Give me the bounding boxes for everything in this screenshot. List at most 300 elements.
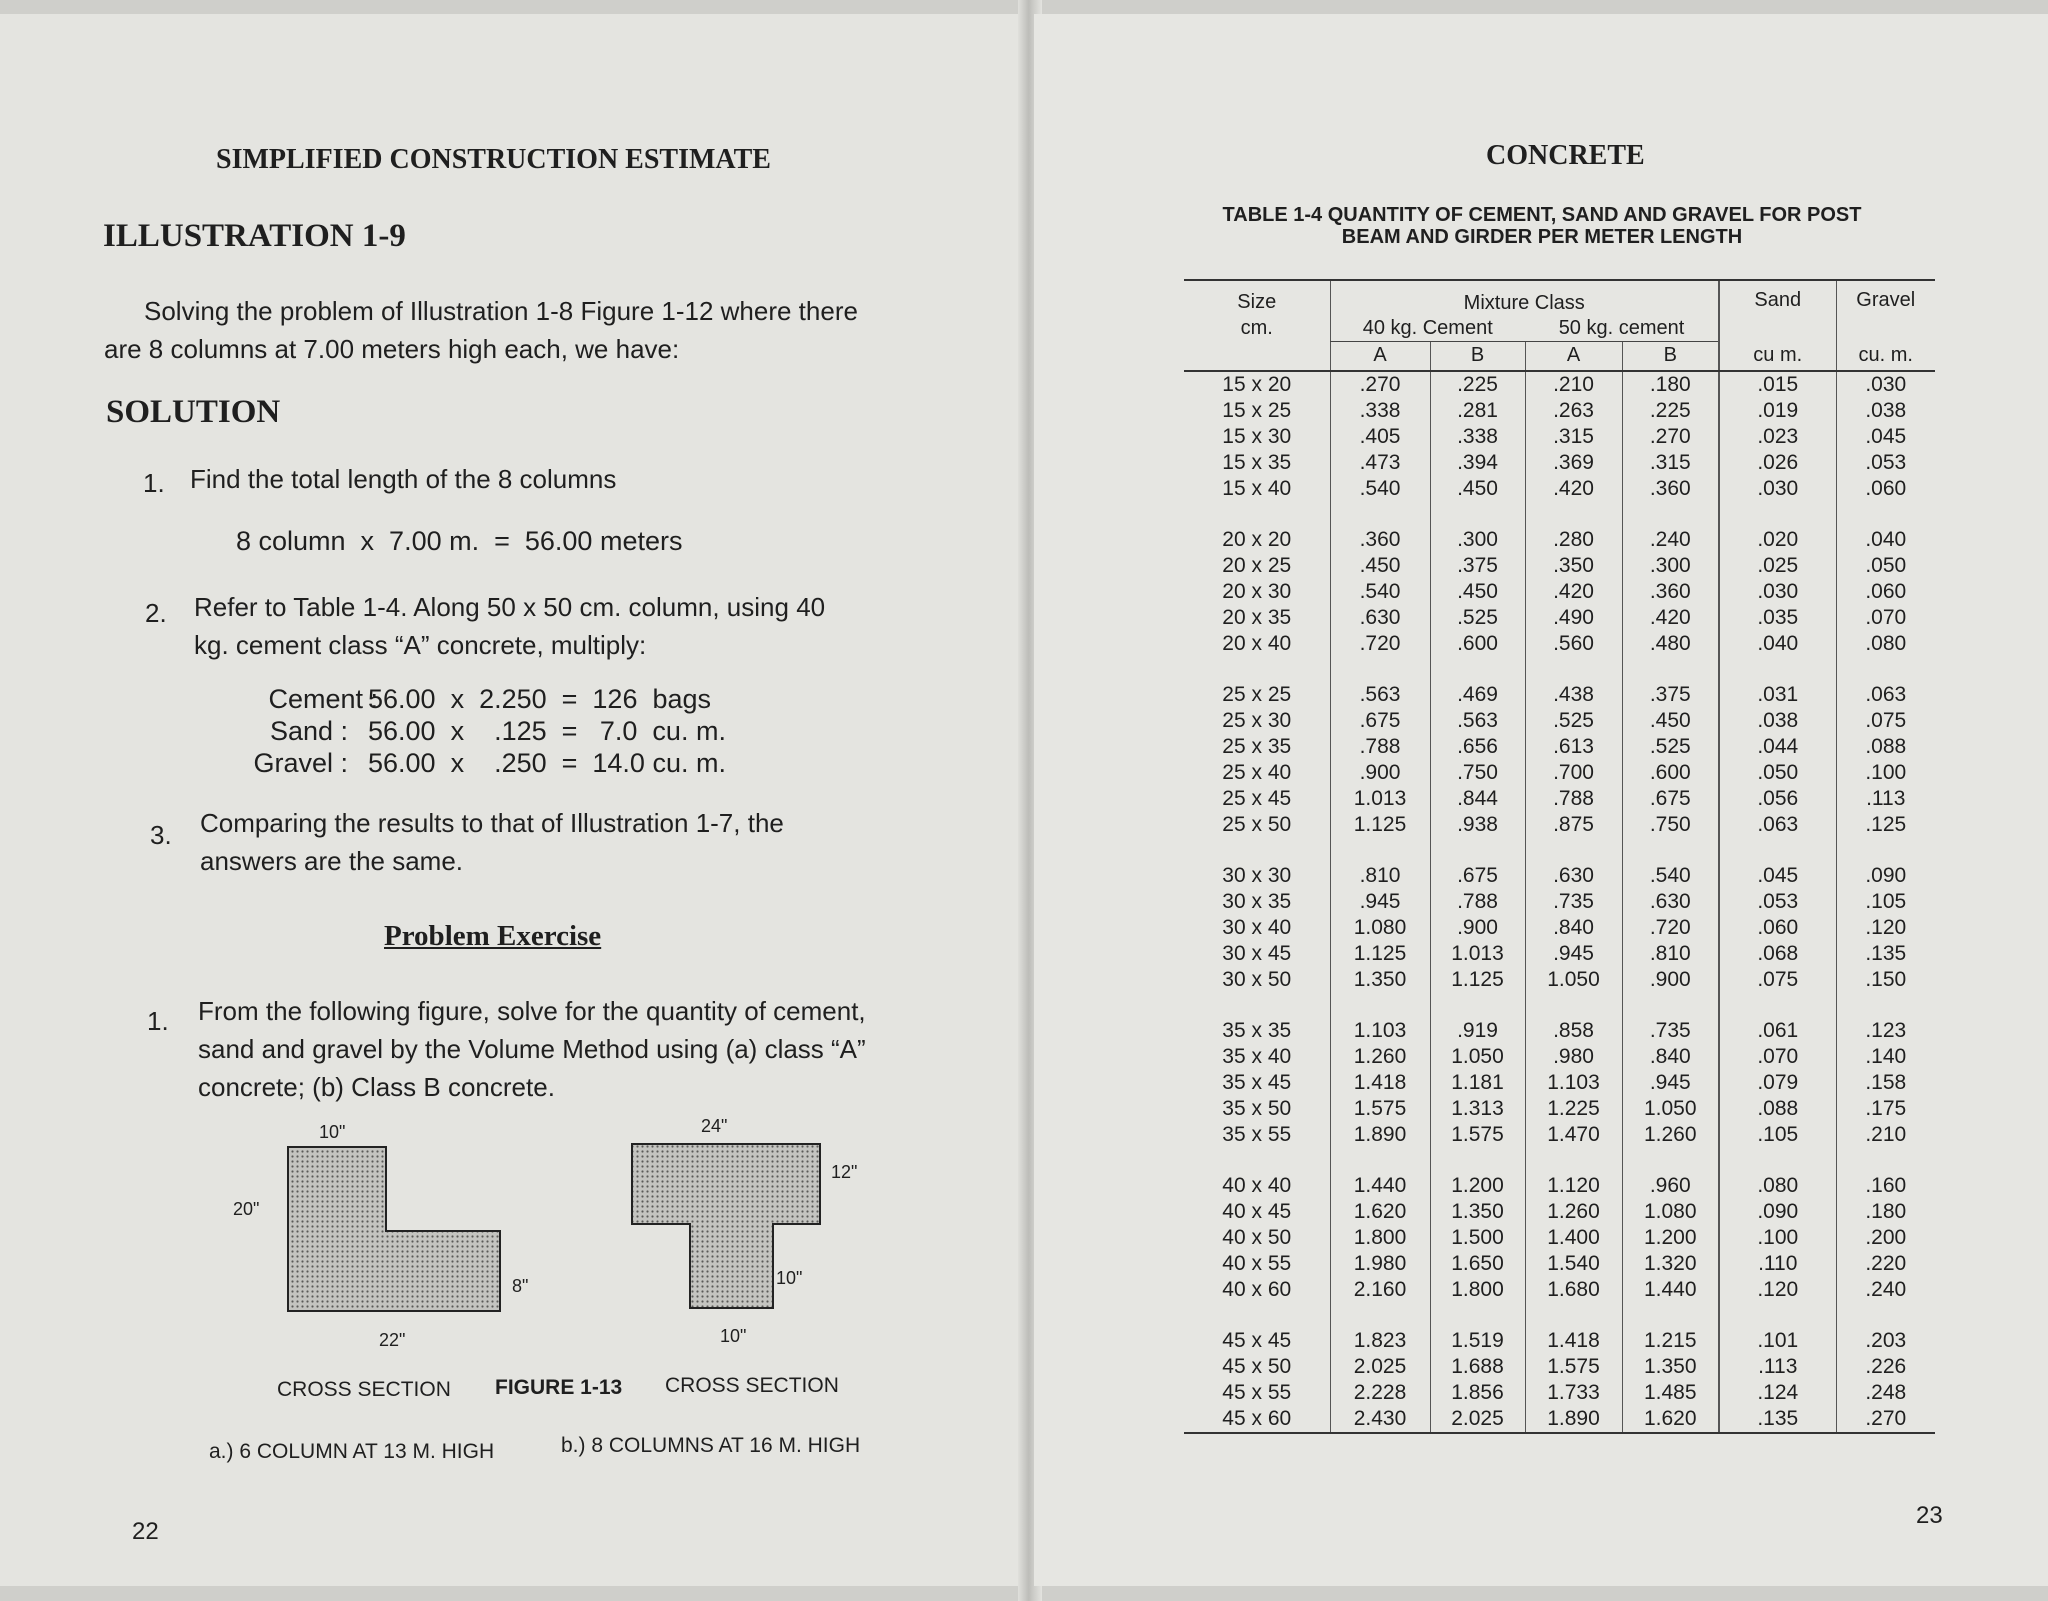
group-spacer-row xyxy=(1184,838,1935,863)
sand-cell: .105 xyxy=(1719,1122,1836,1148)
sand-cell: .026 xyxy=(1719,450,1836,476)
problem-text: From the following figure, solve for the quantity of cement, sand and gravel by the Volume Method using (a) class “A” concrete; (b) Class B concrete. xyxy=(198,996,866,1102)
table-row xyxy=(1184,398,1935,424)
cement40-b-cell: .600 xyxy=(1430,631,1525,657)
cement-50kg-header: 50 kg. cement xyxy=(1525,317,1719,341)
group-spacer-row xyxy=(1184,502,1935,527)
cement40-a-cell: .630 xyxy=(1330,605,1430,631)
step-number: 3. xyxy=(150,820,172,850)
cement50-a-cell: .945 xyxy=(1525,941,1622,967)
spacer-cell xyxy=(1525,838,1622,863)
cement50-a-cell: 1.400 xyxy=(1525,1225,1622,1251)
size-cell: 40 x 60 xyxy=(1222,1277,1292,1301)
sand-unit-header: cu m. xyxy=(1719,341,1836,371)
cement50-a-cell: 1.260 xyxy=(1525,1199,1622,1225)
table-row xyxy=(1184,476,1935,502)
size-cell: 40 x 55 xyxy=(1222,1251,1292,1275)
cement40-b-cell: 1.856 xyxy=(1430,1380,1525,1406)
cement50-a-cell: .490 xyxy=(1525,605,1622,631)
cement50-b-cell: 1.440 xyxy=(1622,1277,1719,1303)
gravel-cell: .140 xyxy=(1836,1044,1935,1070)
size-cell: 25 x 35 xyxy=(1222,734,1292,758)
spacer-cell xyxy=(1330,838,1430,863)
gravel-cell: .175 xyxy=(1836,1096,1935,1122)
cement40-a-cell: .720 xyxy=(1330,631,1430,657)
cement40-a-cell: .945 xyxy=(1330,889,1430,915)
step-number: 2. xyxy=(145,598,167,628)
cement40-b-cell: 1.125 xyxy=(1430,967,1525,993)
size-cell: 15 x 20 xyxy=(1222,372,1292,396)
gravel-cell: .160 xyxy=(1836,1173,1935,1199)
spacer-cell xyxy=(1525,502,1622,527)
gravel-cell: .070 xyxy=(1836,605,1935,631)
cement40-b-cell: .394 xyxy=(1430,450,1525,476)
cement40-a-cell: .450 xyxy=(1330,553,1430,579)
spacer-cell xyxy=(1330,657,1430,682)
sand-cell: .120 xyxy=(1719,1277,1836,1303)
size-cell: 20 x 35 xyxy=(1222,605,1292,629)
cement50-a-cell: .630 xyxy=(1525,863,1622,889)
cement50-b-cell: 1.620 xyxy=(1622,1406,1719,1433)
sand-cell: .080 xyxy=(1719,1173,1836,1199)
cement40-a-cell: .270 xyxy=(1330,371,1430,398)
cement40-b-cell: .469 xyxy=(1430,682,1525,708)
cement50-b-cell: .360 xyxy=(1622,579,1719,605)
cement40-a-cell: 1.418 xyxy=(1330,1070,1430,1096)
cement40-a-cell: .540 xyxy=(1330,476,1430,502)
table-row xyxy=(1184,889,1935,915)
table-row xyxy=(1184,1044,1935,1070)
size-cell: 35 x 55 xyxy=(1222,1122,1292,1146)
sub-caption-a: a.) 6 COLUMN AT 13 M. HIGH xyxy=(209,1440,495,1463)
cement40-a-cell: .788 xyxy=(1330,734,1430,760)
gravel-cell: .248 xyxy=(1836,1380,1935,1406)
table-row xyxy=(1184,527,1935,553)
cement50-a-cell: 1.540 xyxy=(1525,1251,1622,1277)
gravel-cell: .080 xyxy=(1836,631,1935,657)
spacer-cell xyxy=(1330,502,1430,527)
table-row xyxy=(1184,760,1935,786)
cement50-a-cell: .788 xyxy=(1525,786,1622,812)
table-row xyxy=(1184,915,1935,941)
table-row xyxy=(1184,579,1935,605)
cement40-a-cell: 2.228 xyxy=(1330,1380,1430,1406)
gravel-cell: .100 xyxy=(1836,760,1935,786)
gravel-cell: .200 xyxy=(1836,1225,1935,1251)
page-number: 22 xyxy=(132,1518,159,1545)
table-row xyxy=(1184,1380,1935,1406)
cement50-a-cell: .735 xyxy=(1525,889,1622,915)
cement50-b-cell: .720 xyxy=(1622,915,1719,941)
class-b-header: B xyxy=(1622,341,1719,371)
cement40-b-cell: .919 xyxy=(1430,1018,1525,1044)
spacer-cell xyxy=(1836,657,1935,682)
cement40-b-cell: 1.500 xyxy=(1430,1225,1525,1251)
cement50-b-cell: 1.485 xyxy=(1622,1380,1719,1406)
cement50-a-cell: .369 xyxy=(1525,450,1622,476)
table-caption xyxy=(1152,204,1932,248)
cement40-a-cell: 2.430 xyxy=(1330,1406,1430,1433)
spacer-cell xyxy=(1622,1148,1719,1173)
cement40-b-cell: .750 xyxy=(1430,760,1525,786)
size-cell: 45 x 55 xyxy=(1222,1380,1292,1404)
gravel-cell: .180 xyxy=(1836,1199,1935,1225)
size-cell: 40 x 45 xyxy=(1222,1199,1292,1223)
cement50-a-cell: .560 xyxy=(1525,631,1622,657)
sand-cell: .020 xyxy=(1719,527,1836,553)
table-row xyxy=(1184,1173,1935,1199)
sand-cell: .068 xyxy=(1719,941,1836,967)
cement40-b-cell: .375 xyxy=(1430,553,1525,579)
cement50-b-cell: .900 xyxy=(1622,967,1719,993)
spacer-cell xyxy=(1184,657,1330,682)
dim-t-bottom: 10" xyxy=(720,1326,747,1346)
size-cell: 15 x 35 xyxy=(1222,450,1292,474)
size-cell: 25 x 50 xyxy=(1222,812,1292,836)
cement40-b-cell: .281 xyxy=(1430,398,1525,424)
cement50-a-cell: 1.103 xyxy=(1525,1070,1622,1096)
size-cell: 20 x 20 xyxy=(1222,527,1292,551)
sand-cell: .030 xyxy=(1719,476,1836,502)
cement50-a-cell: .420 xyxy=(1525,476,1622,502)
table-row xyxy=(1184,1277,1935,1303)
sand-cell: .044 xyxy=(1719,734,1836,760)
dim-l-bottom: 22" xyxy=(379,1330,406,1350)
cement50-b-cell: .630 xyxy=(1622,889,1719,915)
gravel-cell: .203 xyxy=(1836,1328,1935,1354)
spacer-cell xyxy=(1719,657,1836,682)
group-spacer-row xyxy=(1184,993,1935,1018)
spacer-cell xyxy=(1836,502,1935,527)
gravel-cell: .050 xyxy=(1836,553,1935,579)
table-row xyxy=(1184,1354,1935,1380)
cement50-b-cell: .375 xyxy=(1622,682,1719,708)
sand-cell: .019 xyxy=(1719,398,1836,424)
sand-cell: .056 xyxy=(1719,786,1836,812)
cement50-b-cell: .840 xyxy=(1622,1044,1719,1070)
spacer-cell xyxy=(1719,838,1836,863)
cement50-b-cell: .450 xyxy=(1622,708,1719,734)
sand-cell: .079 xyxy=(1719,1070,1836,1096)
table-row xyxy=(1184,941,1935,967)
cement50-a-cell: .350 xyxy=(1525,553,1622,579)
size-cell: 30 x 35 xyxy=(1222,889,1292,913)
cement40-a-cell: .900 xyxy=(1330,760,1430,786)
cement50-b-cell: .225 xyxy=(1622,398,1719,424)
cement50-a-cell: 1.418 xyxy=(1525,1328,1622,1354)
gravel-cell: .210 xyxy=(1836,1122,1935,1148)
gravel-unit-header: cu. m. xyxy=(1836,341,1935,371)
cement40-b-cell: .525 xyxy=(1430,605,1525,631)
cement50-a-cell: .858 xyxy=(1525,1018,1622,1044)
spacer-cell xyxy=(1719,1303,1836,1328)
cement40-a-cell: 1.440 xyxy=(1330,1173,1430,1199)
step-text: Comparing the results to that of Illustration 1-7, the answers are the same. xyxy=(200,808,784,876)
solution-heading: SOLUTION xyxy=(106,394,281,430)
table-row xyxy=(1184,605,1935,631)
spacer-cell xyxy=(1525,993,1622,1018)
cement50-a-cell: 1.120 xyxy=(1525,1173,1622,1199)
right-page xyxy=(1034,14,2048,1586)
step-number: 1. xyxy=(143,468,165,498)
spacer-cell xyxy=(1836,838,1935,863)
size-cell: 15 x 30 xyxy=(1222,424,1292,448)
dim-t-right: 12" xyxy=(831,1162,858,1182)
sand-cell: .110 xyxy=(1719,1251,1836,1277)
gravel-header: Gravel xyxy=(1836,280,1935,341)
cement50-b-cell: .750 xyxy=(1622,812,1719,838)
cement40-b-cell: .450 xyxy=(1430,579,1525,605)
cement50-a-cell: .700 xyxy=(1525,760,1622,786)
cement40-b-cell: 1.200 xyxy=(1430,1173,1525,1199)
class-b-header: B xyxy=(1430,341,1525,371)
cement40-a-cell: 1.125 xyxy=(1330,941,1430,967)
dim-t-stem: 10" xyxy=(776,1268,803,1288)
size-cell: 30 x 40 xyxy=(1222,915,1292,939)
spacer-cell xyxy=(1719,1148,1836,1173)
gravel-cell: .270 xyxy=(1836,1406,1935,1433)
spacer-cell xyxy=(1430,838,1525,863)
cement40-a-cell: 1.350 xyxy=(1330,967,1430,993)
gravel-cell: .045 xyxy=(1836,424,1935,450)
gravel-cell: .040 xyxy=(1836,527,1935,553)
cement40-b-cell: 1.013 xyxy=(1430,941,1525,967)
table-row xyxy=(1184,786,1935,812)
cement40-a-cell: 1.260 xyxy=(1330,1044,1430,1070)
calc-label-gravel: Gravel : xyxy=(253,748,348,778)
table-caption-line: BEAM AND GIRDER PER METER LENGTH xyxy=(1341,226,1743,248)
gravel-cell: .090 xyxy=(1836,863,1935,889)
sand-header: Sand xyxy=(1719,280,1836,341)
cement50-b-cell: .240 xyxy=(1622,527,1719,553)
cement50-b-cell: .315 xyxy=(1622,450,1719,476)
gravel-cell: .060 xyxy=(1836,579,1935,605)
spacer-cell xyxy=(1330,1303,1430,1328)
cement50-a-cell: .210 xyxy=(1525,371,1622,398)
spacer-cell xyxy=(1184,1303,1330,1328)
caption-cross-section-left: CROSS SECTION xyxy=(277,1378,451,1401)
running-head: SIMPLIFIED CONSTRUCTION ESTIMATE xyxy=(216,144,771,175)
size-cell: 35 x 45 xyxy=(1222,1070,1292,1094)
cement40-b-cell: .938 xyxy=(1430,812,1525,838)
class-a-header: A xyxy=(1330,341,1430,371)
gravel-cell: .088 xyxy=(1836,734,1935,760)
size-cell: 15 x 25 xyxy=(1222,398,1292,422)
cement40-a-cell: .338 xyxy=(1330,398,1430,424)
table-row xyxy=(1184,631,1935,657)
size-header-label: Size xyxy=(1237,291,1277,313)
sub-caption-b: b.) 8 COLUMNS AT 16 M. HIGH xyxy=(561,1434,861,1457)
size-cell: 35 x 50 xyxy=(1222,1096,1292,1120)
cement40-a-cell: .540 xyxy=(1330,579,1430,605)
figure-label: FIGURE 1-13 xyxy=(495,1376,623,1399)
spacer-cell xyxy=(1525,1303,1622,1328)
gravel-cell: .158 xyxy=(1836,1070,1935,1096)
cement50-a-cell: 1.575 xyxy=(1525,1354,1622,1380)
class-a-header: A xyxy=(1525,341,1622,371)
cement50-b-cell: .600 xyxy=(1622,760,1719,786)
table-row xyxy=(1184,863,1935,889)
spacer-cell xyxy=(1330,1148,1430,1173)
cement50-a-cell: .613 xyxy=(1525,734,1622,760)
mixture-class-header: Mixture Class xyxy=(1330,280,1719,317)
sand-cell: .075 xyxy=(1719,967,1836,993)
gravel-cell: .120 xyxy=(1836,915,1935,941)
cement40-b-cell: 1.313 xyxy=(1430,1096,1525,1122)
cement50-a-cell: .263 xyxy=(1525,398,1622,424)
spacer-cell xyxy=(1430,1303,1525,1328)
size-cell: 15 x 40 xyxy=(1222,476,1292,500)
length-calculation: 8 column x 7.00 m. = 56.00 meters xyxy=(236,526,683,556)
cement50-b-cell: 1.320 xyxy=(1622,1251,1719,1277)
size-cell: 40 x 50 xyxy=(1222,1225,1292,1249)
spacer-cell xyxy=(1330,993,1430,1018)
calc-label-sand: Sand : xyxy=(269,716,348,746)
cement50-b-cell: .675 xyxy=(1622,786,1719,812)
left-page xyxy=(0,14,1026,1586)
cement50-b-cell: 1.260 xyxy=(1622,1122,1719,1148)
cement40-b-cell: 1.575 xyxy=(1430,1122,1525,1148)
dim-t-top: 24" xyxy=(701,1116,728,1136)
cement40-a-cell: .563 xyxy=(1330,682,1430,708)
cement40-a-cell: 1.620 xyxy=(1330,1199,1430,1225)
cement40-a-cell: 1.103 xyxy=(1330,1018,1430,1044)
sand-cell: .063 xyxy=(1719,812,1836,838)
sand-cell: .025 xyxy=(1719,553,1836,579)
intro-paragraph: Solving the problem of Illustration 1-8 Figure 1-12 where there are 8 columns at 7.00 meters high each, we have: xyxy=(104,296,858,364)
caption-cross-section-right: CROSS SECTION xyxy=(665,1374,839,1397)
cement40-b-cell: 1.519 xyxy=(1430,1328,1525,1354)
spacer-cell xyxy=(1836,993,1935,1018)
size-cell: 40 x 40 xyxy=(1222,1173,1292,1197)
table-row xyxy=(1184,967,1935,993)
size-cell: 25 x 40 xyxy=(1222,760,1292,784)
cement50-b-cell: 1.080 xyxy=(1622,1199,1719,1225)
gravel-cell: .030 xyxy=(1836,371,1935,398)
sand-cell: .015 xyxy=(1719,371,1836,398)
cement50-b-cell: .735 xyxy=(1622,1018,1719,1044)
cement50-b-cell: .180 xyxy=(1622,371,1719,398)
cement50-b-cell: .540 xyxy=(1622,863,1719,889)
cement50-b-cell: .945 xyxy=(1622,1070,1719,1096)
page-number: 23 xyxy=(1916,1502,1943,1529)
dim-l-inner: 8" xyxy=(512,1276,529,1296)
cement50-a-cell: .438 xyxy=(1525,682,1622,708)
spacer-cell xyxy=(1622,838,1719,863)
table-row xyxy=(1184,1406,1935,1433)
cement40-a-cell: .360 xyxy=(1330,527,1430,553)
gravel-cell: .038 xyxy=(1836,398,1935,424)
cement50-a-cell: .280 xyxy=(1525,527,1622,553)
dim-l-top: 10" xyxy=(319,1122,346,1142)
cement50-b-cell: .360 xyxy=(1622,476,1719,502)
size-cell: 25 x 25 xyxy=(1222,682,1292,706)
table-row xyxy=(1184,682,1935,708)
sand-cell: .061 xyxy=(1719,1018,1836,1044)
cement40-a-cell: 1.823 xyxy=(1330,1328,1430,1354)
spacer-cell xyxy=(1184,838,1330,863)
running-head: CONCRETE xyxy=(1486,140,1645,171)
sand-cell: .040 xyxy=(1719,631,1836,657)
spacer-cell xyxy=(1184,993,1330,1018)
cement50-a-cell: .875 xyxy=(1525,812,1622,838)
size-cell: 30 x 30 xyxy=(1222,863,1292,887)
cement40-a-cell: 1.080 xyxy=(1330,915,1430,941)
cement50-a-cell: 1.225 xyxy=(1525,1096,1622,1122)
size-header-spacer xyxy=(1184,341,1330,371)
spacer-cell xyxy=(1836,1148,1935,1173)
cement40-b-cell: 1.688 xyxy=(1430,1354,1525,1380)
cement40-a-cell: 2.025 xyxy=(1330,1354,1430,1380)
table-row xyxy=(1184,708,1935,734)
sand-cell: .050 xyxy=(1719,760,1836,786)
cement40-a-cell: 1.013 xyxy=(1330,786,1430,812)
cement50-b-cell: 1.350 xyxy=(1622,1354,1719,1380)
cement40-a-cell: 1.575 xyxy=(1330,1096,1430,1122)
size-cell: 30 x 45 xyxy=(1222,941,1292,965)
spacer-cell xyxy=(1430,1148,1525,1173)
sand-cell: .038 xyxy=(1719,708,1836,734)
sand-cell: .053 xyxy=(1719,889,1836,915)
spacer-cell xyxy=(1525,1148,1622,1173)
gravel-cell: .125 xyxy=(1836,812,1935,838)
sand-cell: .031 xyxy=(1719,682,1836,708)
cement40-b-cell: .675 xyxy=(1430,863,1525,889)
table-row xyxy=(1184,1018,1935,1044)
cement40-a-cell: 1.125 xyxy=(1330,812,1430,838)
cement40-a-cell: 1.800 xyxy=(1330,1225,1430,1251)
calc-expression-cement: 56.00 x 2.250 = 126 bags xyxy=(368,684,712,714)
table-row xyxy=(1184,812,1935,838)
sand-cell: .135 xyxy=(1719,1406,1836,1433)
cement40-a-cell: .675 xyxy=(1330,708,1430,734)
cement50-a-cell: 1.680 xyxy=(1525,1277,1622,1303)
size-cell: 45 x 45 xyxy=(1222,1328,1292,1352)
cement50-b-cell: .300 xyxy=(1622,553,1719,579)
spacer-cell xyxy=(1622,1303,1719,1328)
sand-cell: .090 xyxy=(1719,1199,1836,1225)
table-row xyxy=(1184,1070,1935,1096)
table-body xyxy=(1184,371,1935,1433)
sand-cell: .023 xyxy=(1719,424,1836,450)
cement50-a-cell: 1.050 xyxy=(1525,967,1622,993)
cement40-b-cell: .450 xyxy=(1430,476,1525,502)
table-row xyxy=(1184,734,1935,760)
cement50-a-cell: .980 xyxy=(1525,1044,1622,1070)
spacer-cell xyxy=(1719,502,1836,527)
spacer-cell xyxy=(1430,993,1525,1018)
size-cell: 20 x 30 xyxy=(1222,579,1292,603)
cement-40kg-header: 40 kg. Cement xyxy=(1330,317,1525,341)
cement40-b-cell: 1.800 xyxy=(1430,1277,1525,1303)
figure-1-13-drawing xyxy=(0,14,1026,1586)
spacer-cell xyxy=(1184,1148,1330,1173)
l-shape-cross-section xyxy=(288,1147,500,1311)
cement40-b-cell: 1.650 xyxy=(1430,1251,1525,1277)
gravel-cell: .063 xyxy=(1836,682,1935,708)
size-header xyxy=(1184,280,1330,341)
table-row xyxy=(1184,553,1935,579)
cement40-a-cell: .473 xyxy=(1330,450,1430,476)
size-cell: 45 x 60 xyxy=(1184,1406,1330,1433)
cement50-a-cell: .525 xyxy=(1525,708,1622,734)
cement40-a-cell: .810 xyxy=(1330,863,1430,889)
table-caption-line: TABLE 1-4 QUANTITY OF CEMENT, SAND AND GRAVEL FOR POST xyxy=(1222,204,1862,226)
cement50-b-cell: .270 xyxy=(1622,424,1719,450)
calc-label-cement: Cement : xyxy=(268,684,378,714)
cement40-a-cell: .405 xyxy=(1330,424,1430,450)
table-row xyxy=(1184,424,1935,450)
